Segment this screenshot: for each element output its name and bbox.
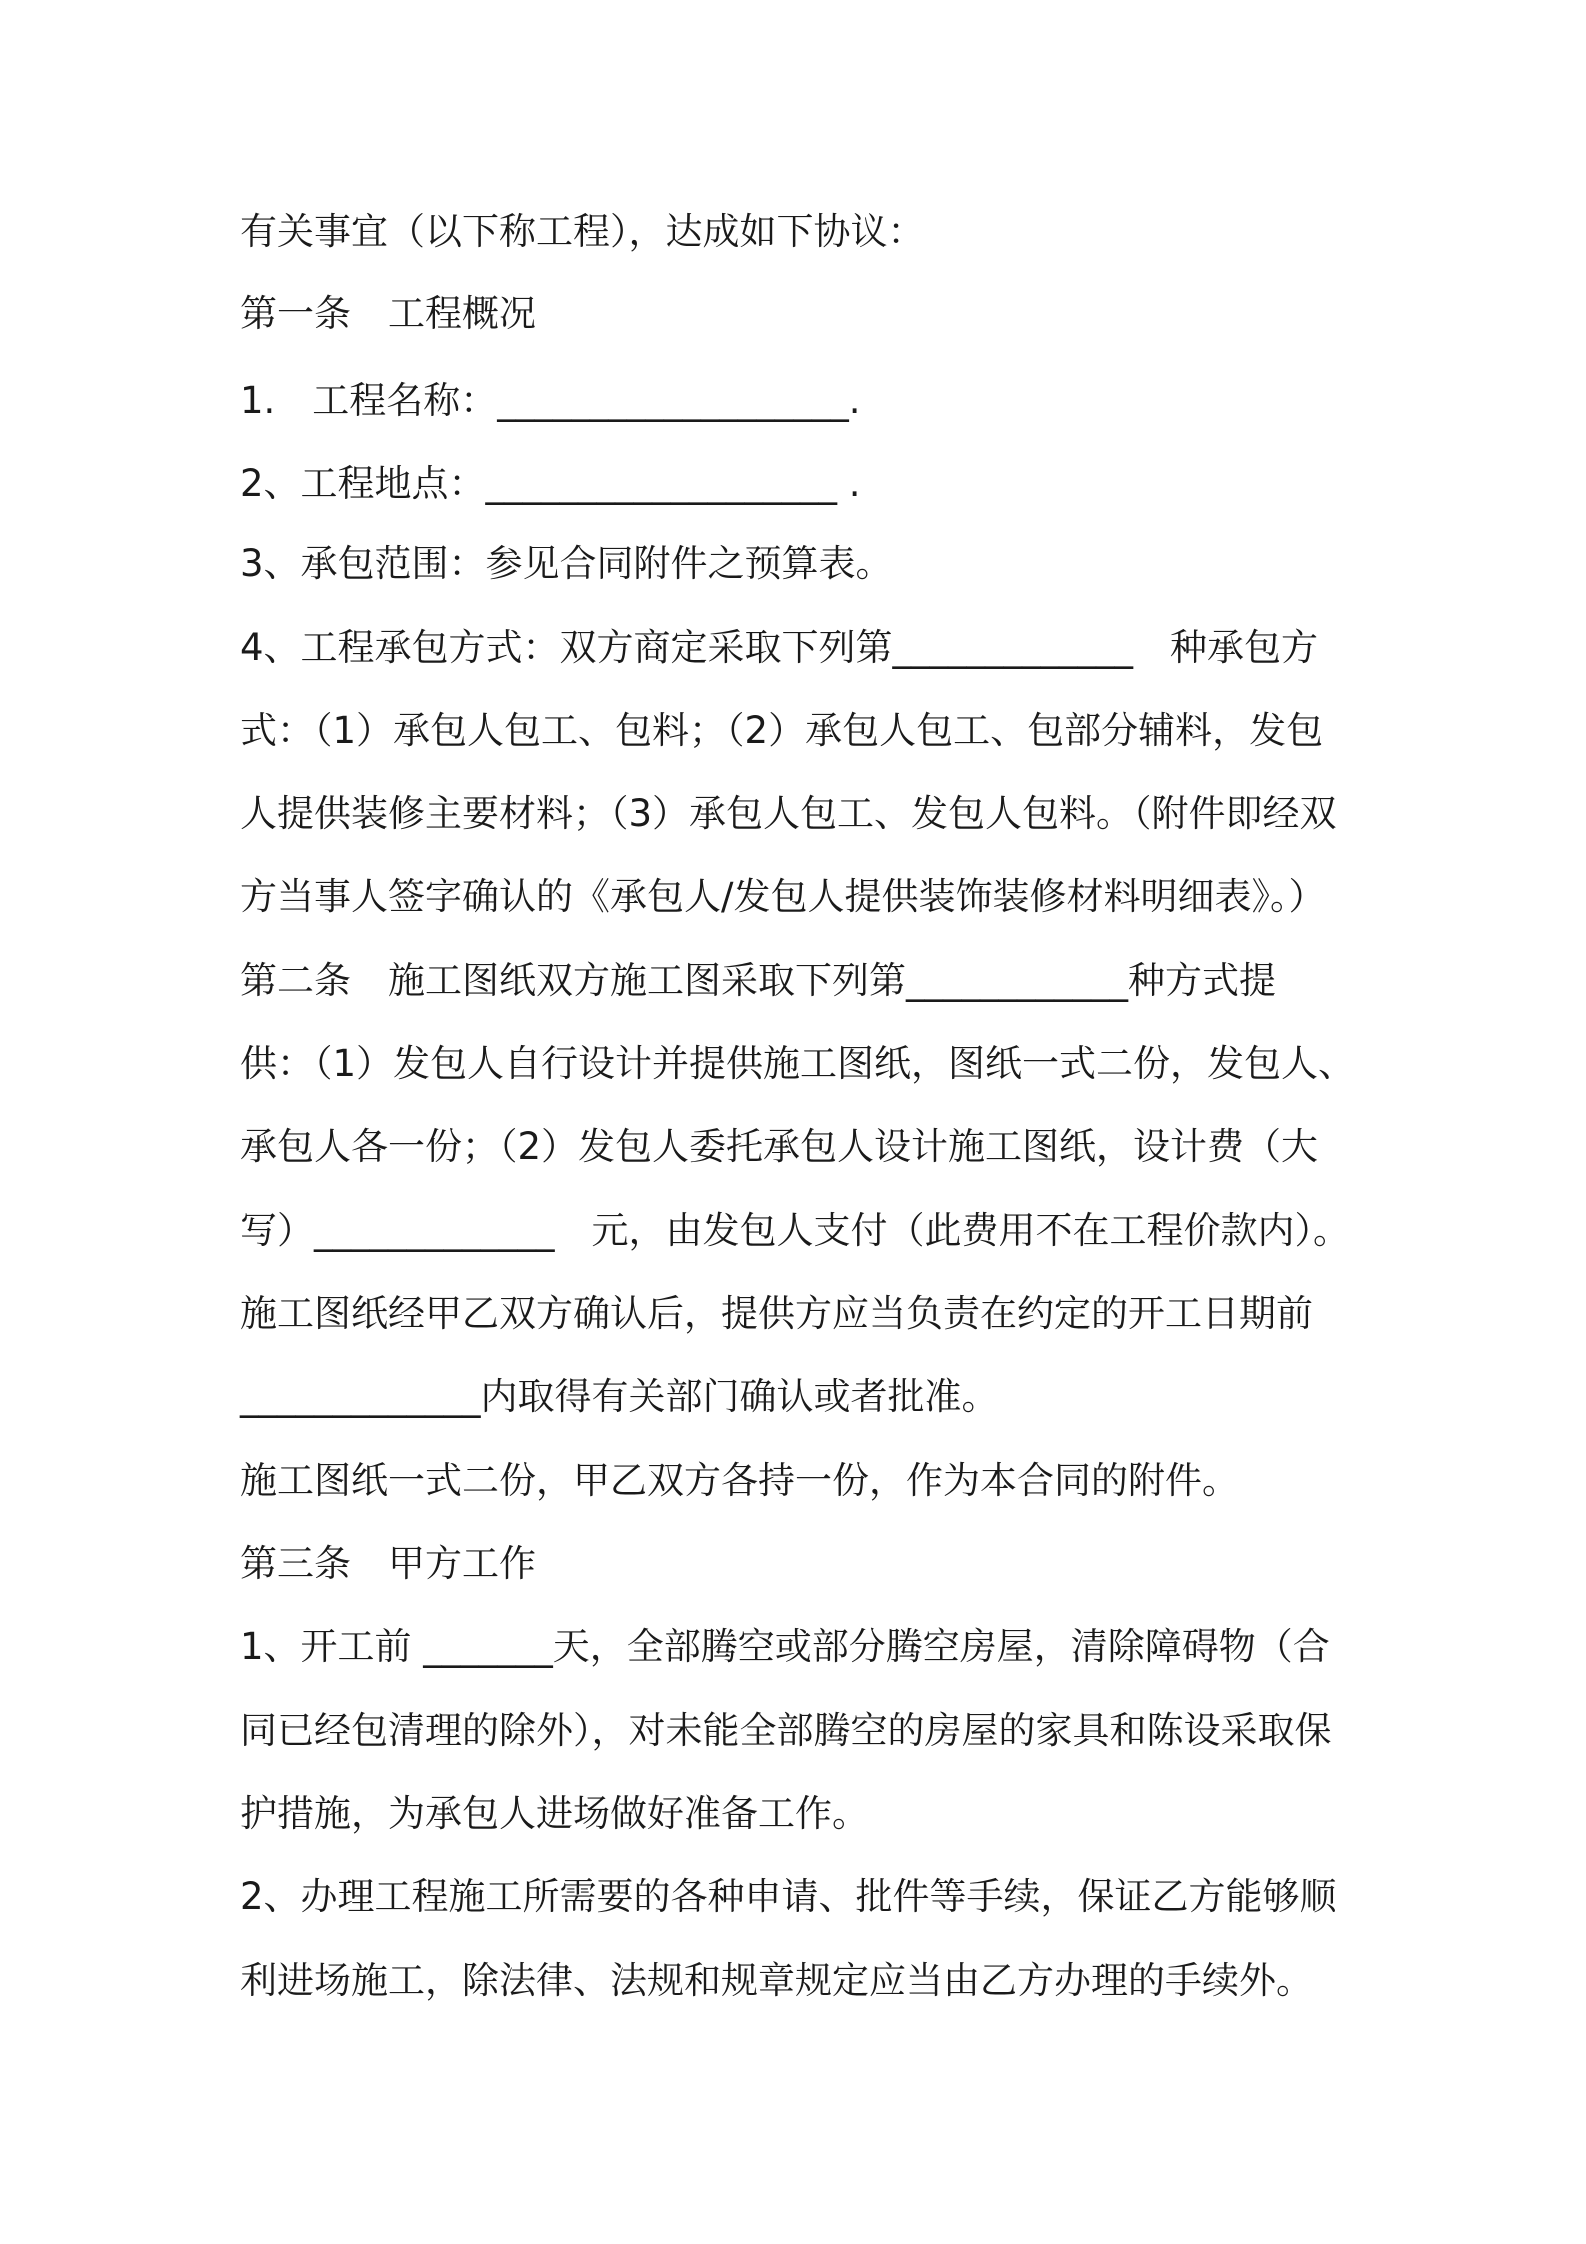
text-line: 供：（1）发包人自行设计并提供施工图纸，图纸一式二份，发包人、	[240, 1042, 1356, 1085]
text-line: 写）_____________ 元，由发包人支付（此费用不在工程价款内）。	[240, 1209, 1350, 1252]
text-line: 利进场施工，除法律、法规和规章规定应当由乙方办理的手续外。	[240, 1959, 1313, 2002]
text-line: 承包人各一份；（2）发包人委托承包人设计施工图纸，设计费（大	[240, 1125, 1319, 1168]
section-heading: 第三条 甲方工作	[240, 1542, 536, 1585]
text-line: 有关事宜（以下称工程），达成如下协议：	[240, 210, 925, 253]
text-line: 人提供装修主要材料；（3）承包人包工、发包人包料。（附件即经双	[240, 792, 1337, 835]
text-line: 施工图纸经甲乙双方确认后，提供方应当负责在约定的开工日期前	[240, 1292, 1313, 1335]
text-line: 同已经包清理的除外），对未能全部腾空的房屋的家具和陈设采取保	[240, 1709, 1332, 1752]
text-line: 1、开工前 _______天，全部腾空或部分腾空房屋，清除障碍物（合	[240, 1625, 1330, 1668]
section-heading: 第一条 工程概况	[240, 292, 536, 335]
text-line: 2、工程地点：___________________ .	[240, 462, 861, 505]
text-line: 1. 工程名称：___________________.	[240, 379, 861, 422]
text-line: 4、工程承包方式：双方商定采取下列第_____________ 种承包方	[240, 626, 1319, 669]
text-line: 方当事人签字确认的《承包人/发包人提供装饰装修材料明细表》。）	[240, 875, 1326, 918]
text-line: _____________内取得有关部门确认或者批准。	[240, 1375, 999, 1418]
text-line: 护措施，为承包人进场做好准备工作。	[240, 1792, 869, 1835]
text-line: 施工图纸一式二份，甲乙双方各持一份，作为本合同的附件。	[240, 1459, 1239, 1502]
text-line: 式：（1）承包人包工、包料；（2）承包人包工、包部分辅料，发包	[240, 709, 1324, 752]
text-line: 3、承包范围：参见合同附件之预算表。	[240, 542, 893, 585]
section-heading: 第二条 施工图纸双方施工图采取下列第____________种方式提	[240, 959, 1276, 1002]
text-line: 2、办理工程施工所需要的各种申请、批件等手续，保证乙方能够顺	[240, 1875, 1337, 1918]
